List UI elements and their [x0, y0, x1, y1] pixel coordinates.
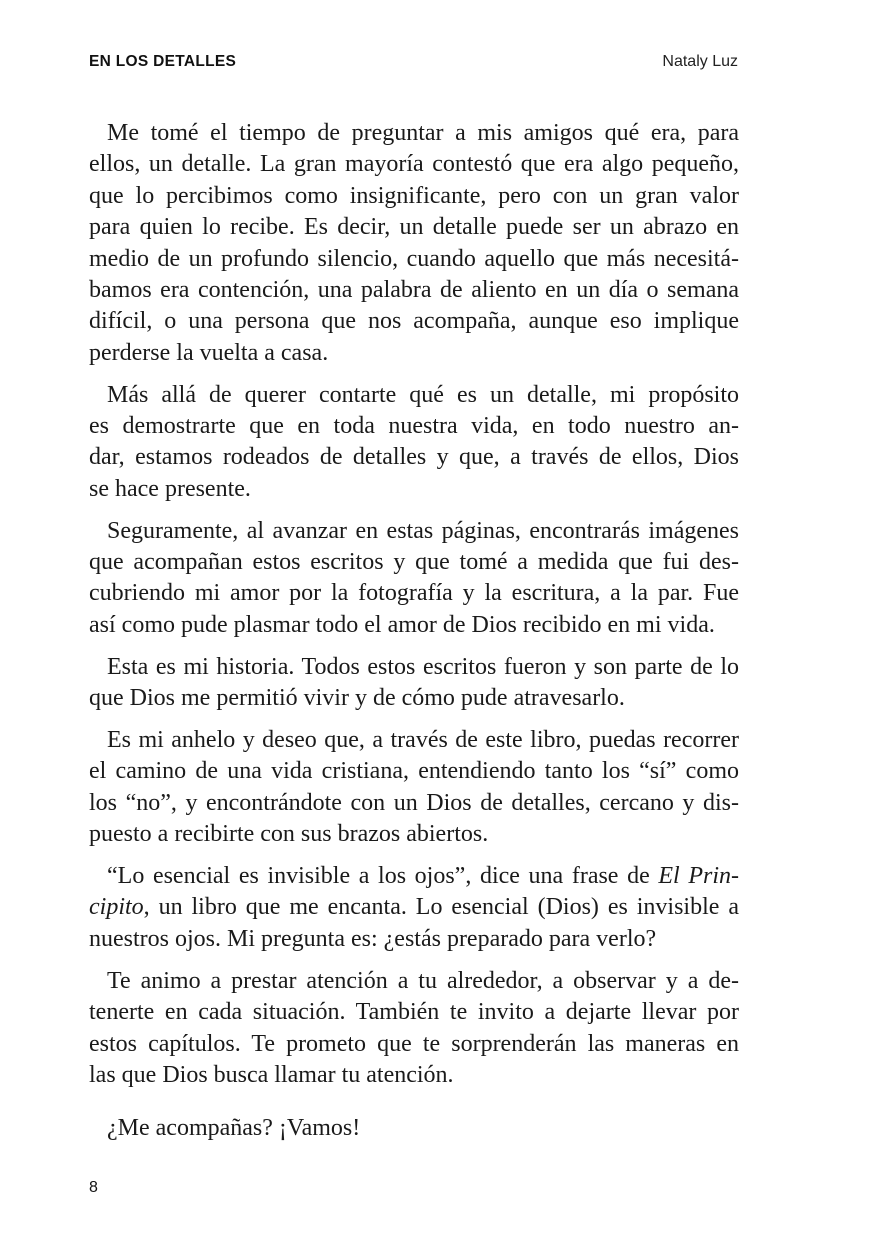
text-line: Más allá de querer contarte qué es un detalle, mi propósito — [107, 381, 739, 408]
text-line: ¿Me acompañas? ¡Vamos! — [107, 1115, 361, 1142]
text-line: Me tomé el tiempo de preguntar a mis amigos qué era, para — [107, 120, 739, 146]
text-line: Es mi anhelo y deseo que, a través de este libro, puedas recorrer — [107, 727, 739, 754]
text-line: puesto a recibirte con sus brazos abiertos. — [89, 821, 489, 848]
book-title-italic: El Prin- — [658, 863, 739, 890]
text-line: que lo percibimos como insignificante, pero con un gran valor — [89, 182, 739, 209]
running-header-author: Nataly Luz — [662, 53, 738, 70]
body-text — [89, 118, 739, 1155]
paragraph-7 — [89, 966, 739, 1092]
text-line: cubriendo mi amor por la fotografía y la escritura, a la par. Fue — [89, 580, 739, 607]
paragraph-2 — [89, 380, 739, 506]
book-title-italic: cipito — [89, 894, 144, 921]
text-line: que acompañan estos escritos y que tomé a medida que fui des- — [89, 549, 739, 576]
text-line: perderse la vuelta a casa. — [89, 339, 329, 366]
paragraph-6 — [89, 861, 739, 955]
text-line: se hace presente. — [89, 475, 251, 502]
text-line — [89, 861, 739, 892]
text-line: estos capítulos. Te prometo que te sorprenderán las maneras en — [89, 1030, 739, 1057]
paragraph-3 — [89, 516, 739, 642]
text-line: tenerte en cada situación. También te invito a dejarte llevar por — [89, 999, 739, 1026]
text-line: para quien lo recibe. Es decir, un detalle puede ser un abrazo en — [89, 214, 739, 241]
text-line: ellos, un detalle. La gran mayoría contestó que era algo pequeño, — [89, 151, 739, 178]
text-line — [89, 892, 739, 923]
quote-text: “Lo esencial es invisible a los ojos”, dice una frase de — [107, 863, 659, 890]
text-line: es demostrarte que en toda nuestra vida, en todo nuestro an- — [89, 413, 739, 440]
text-line: los “no”, y encontrándote con un Dios de detalles, cercano y dis- — [89, 789, 739, 816]
text-line: dar, estamos rodeados de detalles y que, a través de ellos, Dios — [89, 444, 739, 471]
text-line: nuestros ojos. Mi pregunta es: ¿estás preparado para verlo? — [89, 925, 657, 952]
text-line: así como pude plasmar todo el amor de Dios recibido en mi vida. — [89, 611, 715, 638]
page-number: 8 — [89, 1179, 98, 1196]
paragraph-4 — [89, 652, 739, 715]
text-line: medio de un profundo silencio, cuando aquello que más necesitá- — [89, 245, 739, 272]
paragraph-1 — [89, 118, 739, 369]
paragraph-8 — [89, 1113, 739, 1144]
text-line: Seguramente, al avanzar en estas páginas, encontrarás imágenes — [107, 517, 739, 544]
text-line: Te animo a prestar atención a tu alrededor, a observar y a de- — [107, 967, 739, 994]
text-line: que Dios me permitió vivir y de cómo pude atravesarlo. — [89, 685, 625, 712]
text-span: , un libro que me encanta. Lo esencial (Dios) es invisible a — [143, 894, 739, 921]
text-line: el camino de una vida cristiana, entendiendo tanto los “sí” como — [89, 758, 739, 785]
text-line: las que Dios busca llamar tu atención. — [89, 1061, 454, 1088]
text-line: bamos era contención, una palabra de aliento en un día o semana — [89, 276, 739, 303]
running-header-title: EN LOS DETALLES — [89, 53, 237, 70]
text-line: difícil, o una persona que nos acompaña, aunque eso implique — [89, 308, 739, 335]
text-line: Esta es mi historia. Todos estos escritos fueron y son parte de lo — [107, 653, 739, 680]
paragraph-5 — [89, 725, 739, 851]
